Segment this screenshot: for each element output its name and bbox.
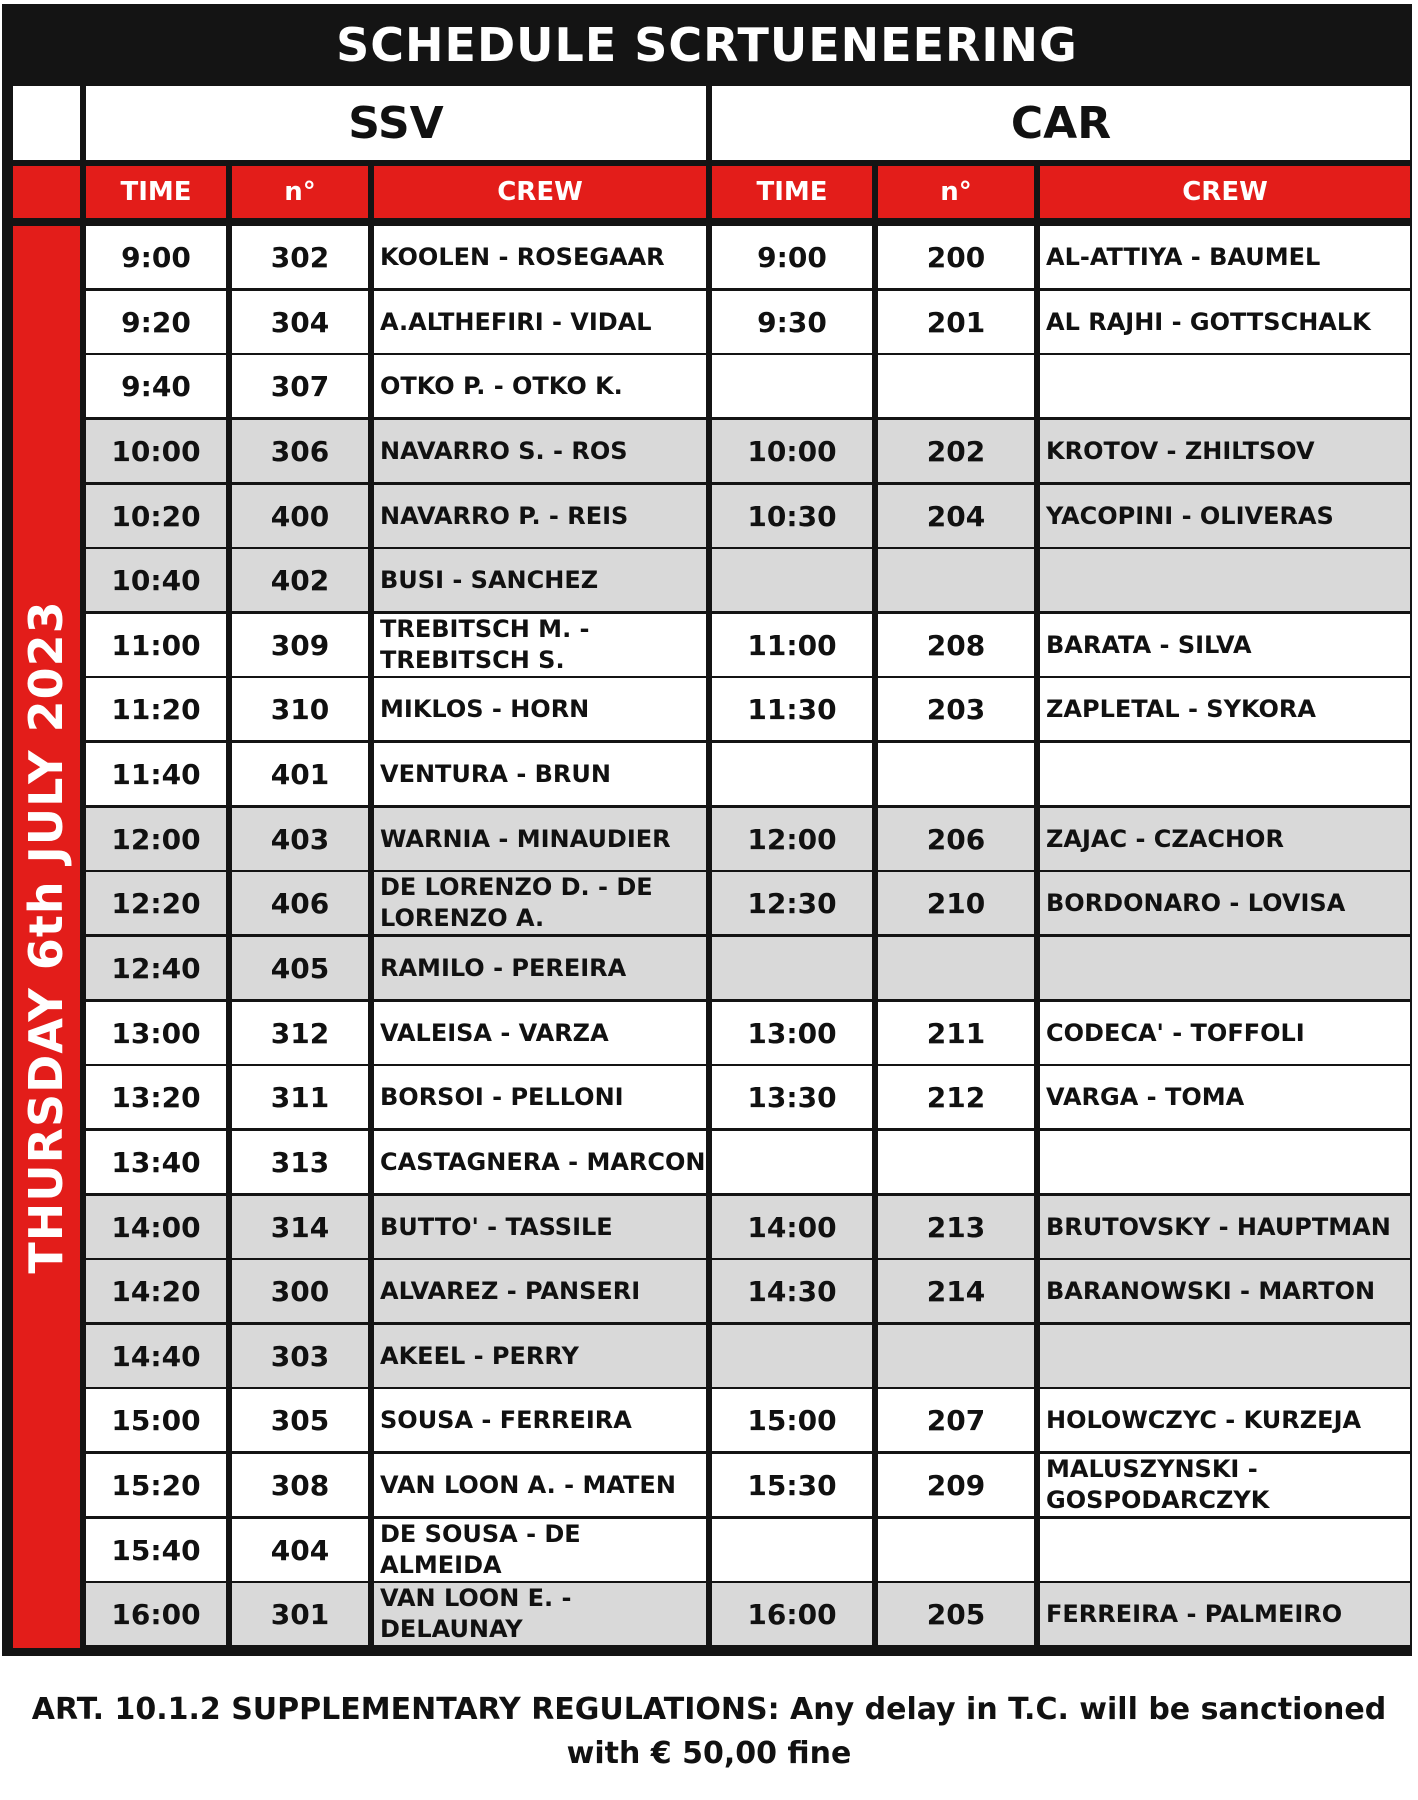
- ssv-number-cell: 404: [232, 1519, 368, 1581]
- table-row: [86, 1002, 1410, 1064]
- car-number-cell: [878, 1519, 1034, 1581]
- ssv-crew-cell: VALEISA - VARZA: [374, 1002, 706, 1064]
- car-time-cell: 12:30: [712, 872, 872, 934]
- ssv-number-cell: 305: [232, 1389, 368, 1451]
- ssv-crew-cell: WARNIA - MINAUDIER: [374, 808, 706, 870]
- ssv-number-cell: 302: [232, 226, 368, 288]
- car-crew-cell: [1040, 743, 1410, 805]
- ssv-number-cell: 312: [232, 1002, 368, 1064]
- ssv-crew-cell: SOUSA - FERREIRA: [374, 1389, 706, 1451]
- car-number-cell: 210: [878, 872, 1034, 934]
- table-row: [86, 291, 1410, 353]
- day-label: THURSDAY 6th JULY 2023: [19, 600, 73, 1274]
- schedule-title: SCHEDULE SCRTUENEERING: [336, 18, 1078, 72]
- ssv-time-cell: 12:20: [86, 872, 226, 934]
- ssv-number-cell: 303: [232, 1325, 368, 1387]
- ssv-number-cell: 311: [232, 1066, 368, 1128]
- car-time-cell: [712, 743, 872, 805]
- car-time-cell: 10:00: [712, 420, 872, 482]
- ssv-time-cell: 14:40: [86, 1325, 226, 1387]
- car-number-cell: 204: [878, 485, 1034, 547]
- ssv-time-cell: 9:20: [86, 291, 226, 353]
- car-time-cell: 10:30: [712, 485, 872, 547]
- table-row: [86, 1389, 1410, 1451]
- car-time-cell: [712, 1519, 872, 1581]
- car-crew-cell: [1040, 1519, 1410, 1581]
- car-number-cell: 211: [878, 1002, 1034, 1064]
- car-number-cell: [878, 549, 1034, 611]
- car-crew-cell: [1040, 1325, 1410, 1387]
- ssv-time-cell: 11:40: [86, 743, 226, 805]
- ssv-crew-cell: VENTURA - BRUN: [374, 743, 706, 805]
- ssv-time-cell: 12:00: [86, 808, 226, 870]
- car-time-cell: [712, 549, 872, 611]
- ssv-number-cell: 313: [232, 1131, 368, 1193]
- ssv-crew-cell: CASTAGNERA - MARCON: [374, 1131, 706, 1193]
- ssv-number-cell: 301: [232, 1583, 368, 1645]
- ssv-time-cell: 16:00: [86, 1583, 226, 1645]
- table-row: [86, 1325, 1410, 1387]
- car-crew-cell: [1040, 937, 1410, 999]
- ssv-number-cell: 309: [232, 614, 368, 676]
- car-number-cell: 209: [878, 1454, 1034, 1516]
- corner-cell: [13, 86, 80, 160]
- header-corner-band: [13, 166, 80, 218]
- ssv-time-cell: 10:20: [86, 485, 226, 547]
- ssv-time-cell: 9:00: [86, 226, 226, 288]
- car-crew-cell: BRUTOVSKY - HAUPTMAN: [1040, 1196, 1410, 1258]
- ssv-time-cell: 13:00: [86, 1002, 226, 1064]
- ssv-time-cell: 11:20: [86, 678, 226, 740]
- car-crew-cell: [1040, 1131, 1410, 1193]
- car-crew-cell: CODECA' - TOFFOLI: [1040, 1002, 1410, 1064]
- ssv-time-cell: 13:20: [86, 1066, 226, 1128]
- ssv-number-cell: 314: [232, 1196, 368, 1258]
- ssv-number-cell: 400: [232, 485, 368, 547]
- column-header-ssv-time: TIME: [86, 166, 226, 218]
- car-crew-cell: AL-ATTIYA - BAUMEL: [1040, 226, 1410, 288]
- car-crew-cell: HOLOWCZYC - KURZEJA: [1040, 1389, 1410, 1451]
- car-number-cell: [878, 355, 1034, 417]
- car-number-cell: 208: [878, 614, 1034, 676]
- car-number-cell: 202: [878, 420, 1034, 482]
- table-row: [86, 937, 1410, 999]
- car-crew-cell: FERREIRA - PALMEIRO: [1040, 1583, 1410, 1645]
- car-crew-cell: BARATA - SILVA: [1040, 614, 1410, 676]
- regulation-note-line-2: with € 50,00 fine: [566, 1736, 852, 1771]
- ssv-crew-cell: DE SOUSA - DE ALMEIDA: [374, 1519, 706, 1581]
- ssv-crew-cell: AKEEL - PERRY: [374, 1325, 706, 1387]
- table-row: [86, 614, 1410, 676]
- ssv-number-cell: 304: [232, 291, 368, 353]
- car-crew-cell: KROTOV - ZHILTSOV: [1040, 420, 1410, 482]
- car-time-cell: 11:00: [712, 614, 872, 676]
- table-row: [86, 1260, 1410, 1322]
- car-time-cell: 15:30: [712, 1454, 872, 1516]
- ssv-time-cell: 15:20: [86, 1454, 226, 1516]
- car-time-cell: 15:00: [712, 1389, 872, 1451]
- ssv-crew-cell: BUSI - SANCHEZ: [374, 549, 706, 611]
- regulation-note: [0, 1688, 1418, 1776]
- car-number-cell: [878, 937, 1034, 999]
- car-time-cell: 16:00: [712, 1583, 872, 1645]
- car-number-cell: [878, 1131, 1034, 1193]
- ssv-time-cell: 11:00: [86, 614, 226, 676]
- ssv-time-cell: 12:40: [86, 937, 226, 999]
- ssv-crew-cell: BUTTO' - TASSILE: [374, 1196, 706, 1258]
- car-time-cell: 14:00: [712, 1196, 872, 1258]
- ssv-crew-cell: TREBITSCH M. - TREBITSCH S.: [374, 614, 706, 676]
- ssv-crew-cell: MIKLOS - HORN: [374, 678, 706, 740]
- ssv-time-cell: 10:40: [86, 549, 226, 611]
- column-header-car-crew: CREW: [1040, 166, 1410, 218]
- car-crew-cell: AL RAJHI - GOTTSCHALK: [1040, 291, 1410, 353]
- car-crew-cell: BARANOWSKI - MARTON: [1040, 1260, 1410, 1322]
- car-time-cell: 11:30: [712, 678, 872, 740]
- table-row: [86, 1519, 1410, 1581]
- ssv-number-cell: 401: [232, 743, 368, 805]
- ssv-number-cell: 310: [232, 678, 368, 740]
- ssv-crew-cell: KOOLEN - ROSEGAAR: [374, 226, 706, 288]
- ssv-crew-cell: OTKO P. - OTKO K.: [374, 355, 706, 417]
- car-crew-cell: ZAJAC - CZACHOR: [1040, 808, 1410, 870]
- ssv-crew-cell: DE LORENZO D. - DE LORENZO A.: [374, 872, 706, 934]
- ssv-crew-cell: BORSOI - PELLONI: [374, 1066, 706, 1128]
- car-time-cell: [712, 1131, 872, 1193]
- table-row: [86, 1454, 1410, 1516]
- table-row: [86, 808, 1410, 870]
- ssv-time-cell: 13:40: [86, 1131, 226, 1193]
- table-row: [86, 485, 1410, 547]
- ssv-number-cell: 300: [232, 1260, 368, 1322]
- car-time-cell: 9:30: [712, 291, 872, 353]
- ssv-crew-cell: ALVAREZ - PANSERI: [374, 1260, 706, 1322]
- regulation-note-line-1: ART. 10.1.2 SUPPLEMENTARY REGULATIONS: Any delay in T.C. will be sanctioned: [31, 1692, 1387, 1727]
- car-crew-cell: [1040, 355, 1410, 417]
- table-row: [86, 1066, 1410, 1128]
- car-number-cell: 203: [878, 678, 1034, 740]
- group-header-ssv: SSV: [86, 86, 706, 160]
- table-row: [86, 678, 1410, 740]
- column-header-ssv-crew: CREW: [374, 166, 706, 218]
- column-header-car-time: TIME: [712, 166, 872, 218]
- table-row: [86, 226, 1410, 288]
- column-header-ssv-number: n°: [232, 166, 368, 218]
- car-number-cell: 213: [878, 1196, 1034, 1258]
- car-number-cell: 206: [878, 808, 1034, 870]
- car-number-cell: [878, 743, 1034, 805]
- table-row: [86, 1583, 1410, 1645]
- car-crew-cell: MALUSZYNSKI - GOSPODARCZYK: [1040, 1454, 1410, 1516]
- ssv-number-cell: 308: [232, 1454, 368, 1516]
- group-header-car: CAR: [712, 86, 1410, 160]
- ssv-time-cell: 15:40: [86, 1519, 226, 1581]
- ssv-time-cell: 10:00: [86, 420, 226, 482]
- table-row: [86, 355, 1410, 417]
- ssv-number-cell: 406: [232, 872, 368, 934]
- ssv-time-cell: 14:20: [86, 1260, 226, 1322]
- ssv-number-cell: 403: [232, 808, 368, 870]
- table-row: [86, 1131, 1410, 1193]
- ssv-crew-cell: VAN LOON E. - DELAUNAY: [374, 1583, 706, 1645]
- ssv-crew-cell: NAVARRO P. - REIS: [374, 485, 706, 547]
- car-number-cell: 212: [878, 1066, 1034, 1128]
- car-crew-cell: VARGA - TOMA: [1040, 1066, 1410, 1128]
- ssv-time-cell: 14:00: [86, 1196, 226, 1258]
- table-row: [86, 872, 1410, 934]
- ssv-time-cell: 15:00: [86, 1389, 226, 1451]
- car-number-cell: 207: [878, 1389, 1034, 1451]
- car-time-cell: [712, 937, 872, 999]
- car-number-cell: [878, 1325, 1034, 1387]
- ssv-crew-cell: RAMILO - PEREIRA: [374, 937, 706, 999]
- car-time-cell: 12:00: [712, 808, 872, 870]
- ssv-number-cell: 402: [232, 549, 368, 611]
- ssv-number-cell: 307: [232, 355, 368, 417]
- ssv-number-cell: 306: [232, 420, 368, 482]
- schedule-rows: [86, 226, 1410, 1648]
- car-time-cell: [712, 355, 872, 417]
- car-time-cell: 9:00: [712, 226, 872, 288]
- ssv-crew-cell: A.ALTHEFIRI - VIDAL: [374, 291, 706, 353]
- ssv-time-cell: 9:40: [86, 355, 226, 417]
- schedule-table: [2, 4, 1412, 1656]
- car-number-cell: 214: [878, 1260, 1034, 1322]
- table-row: [86, 743, 1410, 805]
- car-crew-cell: BORDONARO - LOVISA: [1040, 872, 1410, 934]
- car-time-cell: 13:00: [712, 1002, 872, 1064]
- ssv-crew-cell: NAVARRO S. - ROS: [374, 420, 706, 482]
- table-row: [86, 549, 1410, 611]
- car-time-cell: 14:30: [712, 1260, 872, 1322]
- car-crew-cell: ZAPLETAL - SYKORA: [1040, 678, 1410, 740]
- car-crew-cell: [1040, 549, 1410, 611]
- car-number-cell: 205: [878, 1583, 1034, 1645]
- column-header-car-number: n°: [878, 166, 1034, 218]
- car-number-cell: 200: [878, 226, 1034, 288]
- car-time-cell: 13:30: [712, 1066, 872, 1128]
- car-crew-cell: YACOPINI - OLIVERAS: [1040, 485, 1410, 547]
- table-row: [86, 1196, 1410, 1258]
- car-number-cell: 201: [878, 291, 1034, 353]
- ssv-number-cell: 405: [232, 937, 368, 999]
- car-time-cell: [712, 1325, 872, 1387]
- ssv-crew-cell: VAN LOON A. - MATEN: [374, 1454, 706, 1516]
- table-row: [86, 420, 1410, 482]
